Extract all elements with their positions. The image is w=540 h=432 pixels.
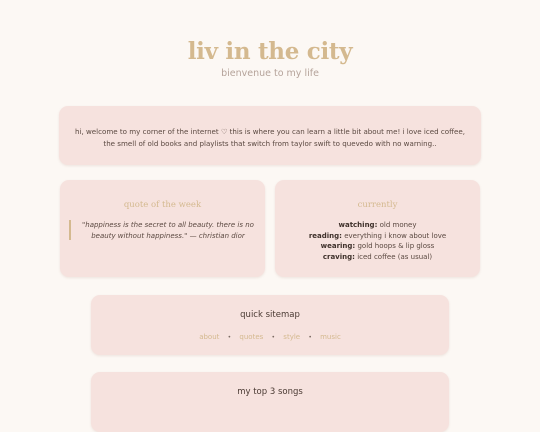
- quote-bar: [69, 220, 71, 240]
- quote-text: "happiness is the secret to all beauty. there is no beauty without happiness." — christian dior: [82, 221, 254, 240]
- currently-item-watching: [275, 220, 480, 231]
- currently-card: [275, 180, 480, 277]
- sitemap-separator: •: [227, 334, 232, 341]
- currently-item-reading: [275, 231, 480, 242]
- site-title: liv in the city: [187, 38, 353, 65]
- intro-text: hi, welcome to my corner of the internet ♡ this is where you can learn a little bit about me! i love iced coffee, the smell of old books and playlists that switch from taylor swift to quevedo with no warning..: [74, 127, 466, 148]
- sitemap-heading: quick sitemap: [240, 310, 300, 320]
- currently-value: everything i know about love: [344, 231, 447, 240]
- sitemap-link-quotes[interactable]: quotes: [239, 333, 264, 341]
- sitemap-link-style[interactable]: style: [283, 333, 301, 341]
- top-songs-heading: my top 3 songs: [237, 387, 303, 397]
- top-songs-card: [91, 372, 449, 432]
- currently-value: iced coffee (as usual): [357, 252, 433, 261]
- site-subtitle: bienvenue to my life: [221, 68, 319, 79]
- currently-heading: currently: [357, 200, 398, 210]
- sitemap-link-about[interactable]: about: [199, 333, 220, 341]
- currently-value: gold hoops & lip gloss: [357, 242, 435, 250]
- quote-card: [60, 180, 265, 277]
- sitemap-link-music[interactable]: music: [320, 333, 341, 341]
- currently-label: watching:: [338, 221, 378, 229]
- quote-heading: quote of the week: [123, 200, 202, 210]
- sitemap-links: [91, 333, 449, 341]
- currently-item-craving: [275, 252, 480, 263]
- currently-item-wearing: [275, 241, 480, 252]
- currently-label: reading:: [308, 231, 342, 240]
- sitemap-separator: •: [308, 334, 312, 341]
- intro-card: [59, 106, 481, 165]
- currently-value: old money: [379, 221, 417, 229]
- sitemap-card: [91, 295, 449, 355]
- sitemap-separator: •: [271, 334, 276, 341]
- currently-label: wearing:: [320, 242, 356, 250]
- currently-list: [275, 220, 480, 262]
- currently-label: craving:: [322, 252, 355, 261]
